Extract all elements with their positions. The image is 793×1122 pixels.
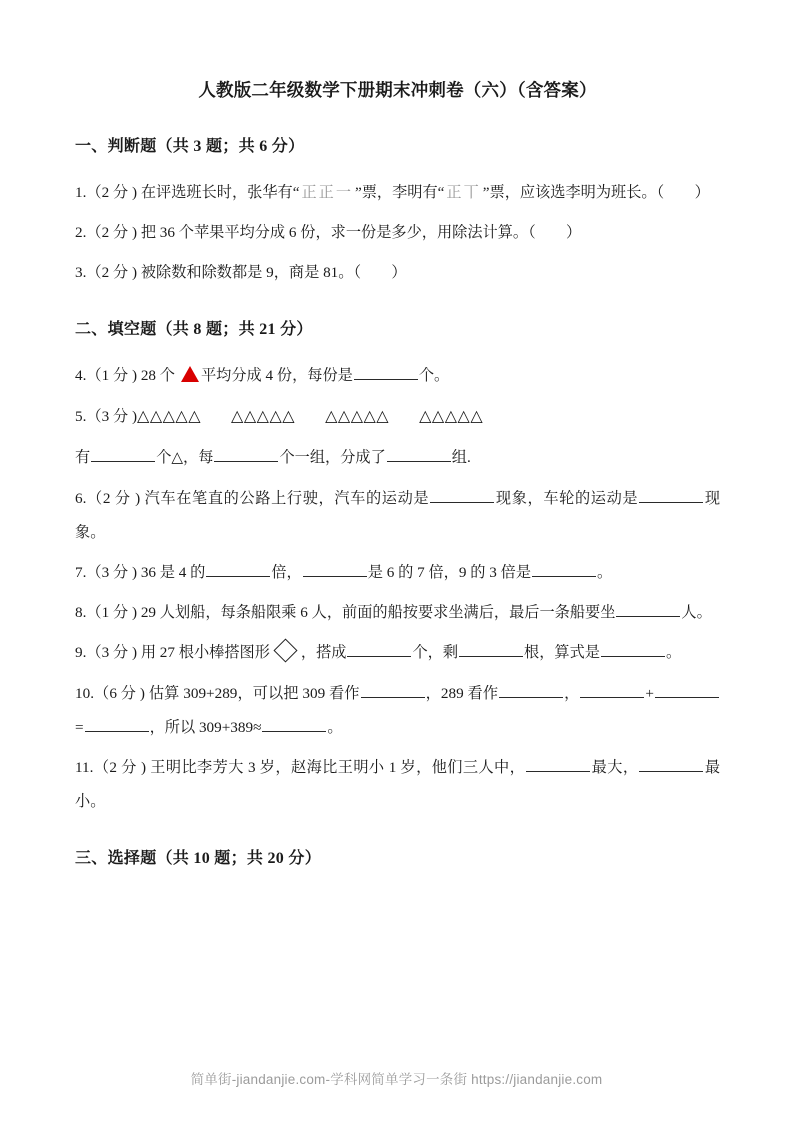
question-3-points: （2 分 ) xyxy=(86,263,138,281)
question-9-text-d: 根，算式是 xyxy=(524,644,600,662)
question-11-number: 11. xyxy=(75,758,94,776)
question-2-number: 2. xyxy=(75,223,87,241)
question-4-number: 4. xyxy=(75,367,87,385)
question-8-text-b: 人。 xyxy=(681,604,712,622)
question-9-text-a: 用 27 根小棒搭图形 xyxy=(140,644,270,662)
question-10-blank-1[interactable] xyxy=(361,681,425,697)
tally-marks-zhanghua: 正正一 xyxy=(301,183,353,201)
question-7-blank-3[interactable] xyxy=(532,561,596,577)
question-2-text: 把 36 个苹果平均分成 6 份，求一份是多少，用除法计算。（ ） xyxy=(140,223,582,241)
red-triangle-icon xyxy=(181,366,199,382)
question-4-points: （1 分 ) xyxy=(86,367,138,385)
question-6-number: 6. xyxy=(75,489,87,507)
question-2 xyxy=(75,216,720,250)
question-1-text-a: 在评选班长时，张华有“ xyxy=(140,183,300,201)
question-1-number: 1. xyxy=(75,183,87,201)
question-8-text-a: 29 人划船，每条船限乘 6 人，前面的船按要求坐满后，最后一条船要坐 xyxy=(140,604,616,622)
question-1-text-c: ”票，应该选李明为班长。（ ） xyxy=(482,183,710,201)
question-4-blank-1[interactable] xyxy=(354,364,418,380)
section-heading-multiple-choice: 三、选择题（共 10 题；共 20 分） xyxy=(75,850,322,868)
question-1-points: （2 分 ) xyxy=(86,183,138,201)
question-5-text-a: 有 xyxy=(75,449,91,467)
question-5-text-d: 组. xyxy=(451,449,471,467)
question-9-number: 9. xyxy=(75,644,87,662)
question-7-text-b: 倍， xyxy=(271,563,302,581)
question-10 xyxy=(75,677,720,745)
question-10-blank-6[interactable] xyxy=(262,716,326,732)
triangle-group-1: △△△△△ xyxy=(137,408,202,426)
question-10-text-d: ，所以 309+389≈ xyxy=(149,718,262,736)
question-9-blank-2[interactable] xyxy=(459,641,523,657)
triangle-group-2: △△△△△ xyxy=(231,408,296,426)
question-6-text-a: 汽车在笔直的公路上行驶，汽车的运动是 xyxy=(144,489,430,507)
question-8-blank-1[interactable] xyxy=(616,601,680,617)
question-4-text-c: 个。 xyxy=(418,367,450,385)
question-11 xyxy=(75,751,720,819)
question-5-points: （3 分 ) xyxy=(86,408,138,426)
question-10-text-c: ， xyxy=(564,684,580,702)
question-10-number: 10. xyxy=(75,684,94,702)
question-10-text-e: 。 xyxy=(327,718,343,736)
question-6-text-c: 现象。 xyxy=(75,489,721,541)
question-11-text-a: 王明比李芳大 3 岁，赵海比王明小 1 岁，他们三人中， xyxy=(150,758,526,776)
question-10-blank-2[interactable] xyxy=(499,681,563,697)
question-5-blank-1[interactable] xyxy=(91,446,155,462)
question-9-text-c: 个，剩 xyxy=(412,644,459,662)
question-5-text-b: 个△，每 xyxy=(156,449,214,467)
question-7-text-a: 36 是 4 的 xyxy=(140,563,206,581)
question-7-points: （3 分 ) xyxy=(86,563,138,581)
question-9-text-b: ，搭成 xyxy=(300,644,347,662)
question-10-blank-3[interactable] xyxy=(580,681,644,697)
question-10-blank-5[interactable] xyxy=(85,716,149,732)
question-10-blank-4[interactable] xyxy=(655,681,719,697)
question-4-text-b: 平均分成 4 份，每份是 xyxy=(200,367,353,385)
question-1 xyxy=(75,176,720,210)
question-9-points: （3 分 ) xyxy=(86,644,138,662)
question-10-operator-equals: = xyxy=(75,718,84,736)
page-content xyxy=(75,78,720,888)
question-3-number: 3. xyxy=(75,263,87,281)
question-9-blank-1[interactable] xyxy=(347,641,411,657)
question-1-text-b: ”票，李明有“ xyxy=(355,183,445,201)
question-8-points: （1 分 ) xyxy=(86,604,138,622)
diamond-shape-icon xyxy=(273,639,297,663)
section-heading-fill-in-blank: 二、填空题（共 8 题；共 21 分） xyxy=(75,321,313,339)
question-3-text: 被除数和除数都是 9，商是 81。（ ） xyxy=(140,263,407,281)
question-6 xyxy=(75,482,720,550)
footer-watermark: 简单街-jiandanjie.com-学科网简单学习一条街 https://jiandanjie.com xyxy=(190,1072,603,1087)
question-3 xyxy=(75,256,720,290)
question-7-blank-2[interactable] xyxy=(303,561,367,577)
question-7-blank-1[interactable] xyxy=(206,561,270,577)
question-9 xyxy=(75,636,720,670)
question-8-number: 8. xyxy=(75,604,87,622)
triangle-group-3: △△△△△ xyxy=(325,408,390,426)
question-5-blank-2[interactable] xyxy=(214,446,278,462)
page-title: 人教版二年级数学下册期末冲刺卷（六）（含答案） xyxy=(198,80,597,100)
triangle-group-4: △△△△△ xyxy=(419,408,484,426)
question-7 xyxy=(75,556,720,590)
question-6-text-b: 现象，车轮的运动是 xyxy=(495,489,639,507)
question-10-text-b: ，289 看作 xyxy=(425,684,499,702)
question-5-line2 xyxy=(75,441,720,475)
question-11-text-b: 最大， xyxy=(591,758,639,776)
question-7-text-d: 。 xyxy=(597,563,613,581)
question-4-text-a: 28 个 xyxy=(140,367,175,385)
question-10-points: （6 分 ) xyxy=(93,684,145,702)
question-6-blank-2[interactable] xyxy=(639,486,703,502)
question-5-blank-3[interactable] xyxy=(387,446,451,462)
question-5 xyxy=(75,399,720,435)
question-11-blank-2[interactable] xyxy=(639,756,703,772)
question-2-points: （2 分 ) xyxy=(86,223,138,241)
question-6-blank-1[interactable] xyxy=(430,486,494,502)
question-9-text-e: 。 xyxy=(665,644,682,662)
question-7-number: 7. xyxy=(75,563,87,581)
question-11-text-c: 最小。 xyxy=(75,758,721,811)
question-5-text-c: 个一组，分成了 xyxy=(279,449,386,467)
question-8 xyxy=(75,596,720,630)
question-11-blank-1[interactable] xyxy=(526,756,590,772)
question-10-text-a: 估算 309+289，可以把 309 看作 xyxy=(148,684,360,702)
question-6-points: （2 分 ) xyxy=(86,489,141,507)
question-4 xyxy=(75,359,720,393)
tally-marks-liming: 正丅 xyxy=(446,183,481,201)
question-11-points: （2 分 ) xyxy=(93,758,147,776)
question-7-text-c: 是 6 的 7 倍，9 的 3 倍是 xyxy=(367,563,531,581)
question-9-blank-3[interactable] xyxy=(601,641,665,657)
question-10-operator-plus: + xyxy=(645,684,654,702)
question-5-number: 5. xyxy=(75,408,87,426)
section-heading-judgement: 一、判断题（共 3 题；共 6 分） xyxy=(75,137,305,155)
